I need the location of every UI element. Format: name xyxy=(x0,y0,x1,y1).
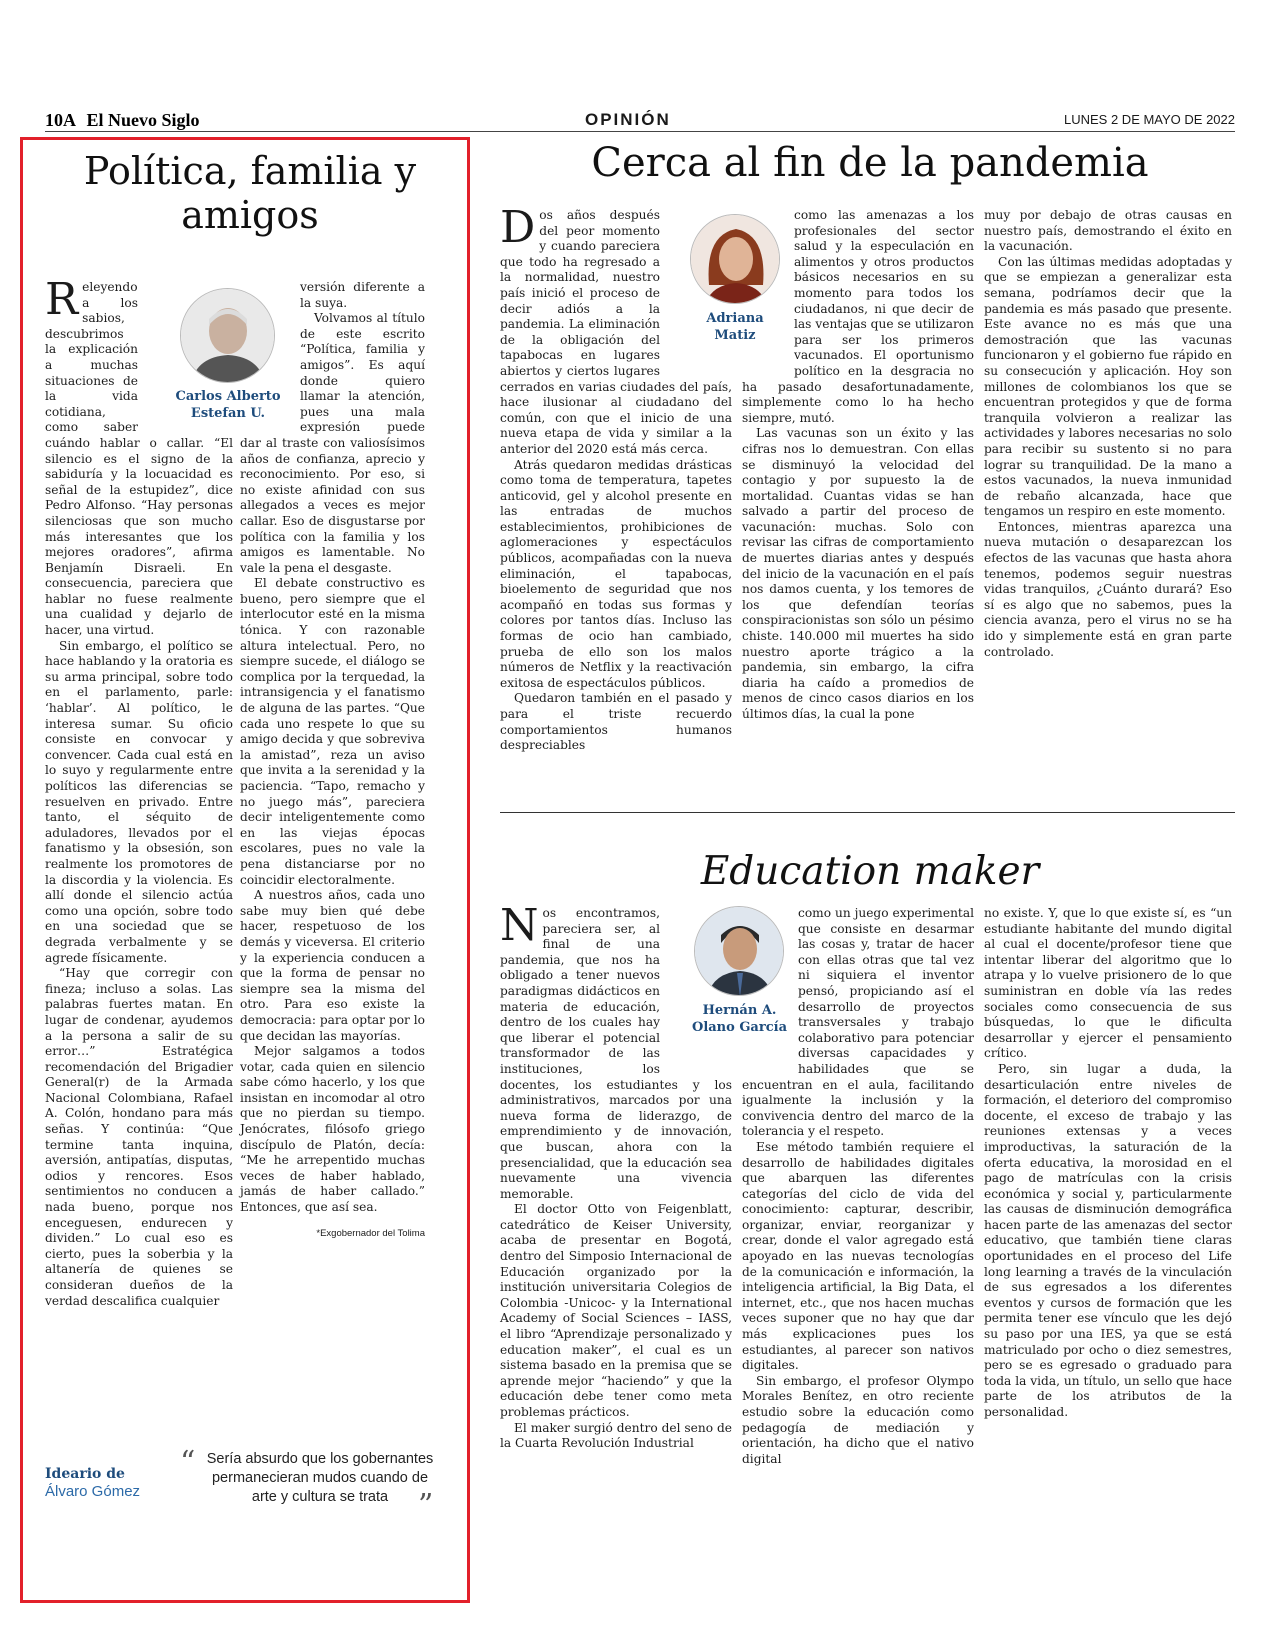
article1-byline: Carlos Alberto Estefan U. xyxy=(175,389,281,421)
article3-paragraph: Ese método también requiere el desarrollo de habilidades digitales que abarquen las diferentes categorías del ciclo de vida del conocimiento: capturar, describir, organizar, enviar, reorganizar y crear, donde el valor agregado está apoyado en las nuevas tecnologías de la comunicación e información, la inteligencia artificial, la Big Data, el internet, etc., que nos hacen muchas veces suponer que no hay que dar más explicaciones pues los estudiantes, al parecer son nativos digitales. xyxy=(742,1139,974,1373)
ideario-name: Álvaro Gómez xyxy=(45,1483,141,1500)
article2-col3 xyxy=(984,208,1232,660)
article1-col1 xyxy=(45,274,233,1309)
article2-paragraph: Las vacunas son un éxito y las cifras nos lo demuestran. Con ellas se disminuyó la velocidad del contagio y por supuesto la de mortalidad. Cuantas vidas se han salvado a partir del proceso de vacunación: muchas. Solo con revisar las cifras de comportamiento de muertes diarias antes y después del inicio de la vacunación en el país nos damos cuenta, y los temores de los que defendían teorías conspiracionistas son sólo un pésimo chiste. 140.000 mil muertes ha sido nuestro aporte trágico a la pandemia, sin embargo, la cifra diaria ha caído a promedios de menos de cinco casos diarios en los últimos días, la cual la pone xyxy=(742,426,974,721)
drop-cap: R xyxy=(45,274,79,325)
article2-paragraph: como las amenazas a los profesionales del sector salud y la especulación en alimentos y otros productos básicos necesarios en su momento para todos los ciudadanos, ni que decir de las ventajas que se utilizaron para ser los primeros vacunados. El oportunismo político en la desgracia no ha pasado desafortunadamente, simplemente como lo ha hecho siempre, mutó. xyxy=(742,208,974,425)
article2-paragraph: Con las últimas medidas adoptadas y que se empiezan a generalizar esta semana, podríamos decir que la pandemia es más pasado que presente. Este avance no es más que una demostración que las vacunas funcionaron y el gobierno fue rápido en su consecución y aplicación. Hoy son millones de colombianos los que se encuentran protegidos y que de forma tranquila volvieron a realizar las actividades y labores necesarias no solo para recibir su sustento si no para lograr su tranquilidad. De la mano a estos vacunados, la nueva inmunidad de rebaño alcanzada, hace que tengamos un respiro en este momento. xyxy=(984,254,1232,519)
ideario-heading: Ideario de xyxy=(45,1466,125,1482)
ideario-quote: Sería absurdo que los gobernantes permanecieran mudos cuando de arte y cultura se trata xyxy=(206,1451,434,1505)
portrait-icon xyxy=(691,215,780,304)
article1-paragraph: Mejor salgamos a todos votar, cada quien en silencio sabe cómo hacerlo, y los que insistan en incomodar al otro que no pierdan su tiempo. Jenócrates, filósofo griego discípulo de Platón, decía: “Me he arrepentido muchas veces de haber hablado, jamás de haber callado.” Entonces, que así sea. xyxy=(240,1044,425,1215)
article1-col1-p0: eleyendo a los sabios, descubrimos la explicación a muchas situaciones de la vida cotidiana, como saber cuándo hablar o callar. “El silencio es el signo de la sabiduría y la locuacidad es señal de la estupidez”, dice Pedro Alfonso. “Hay personas silenciosas que son mucho más interesantes que los mejores oradores”, afirma Benjamín Disraeli. En consecuencia, pareciera que hablar no fuese realmente una cualidad y dejarlo de hacer, una virtud. xyxy=(45,280,233,638)
article3-col3 xyxy=(984,906,1232,1421)
author-photo xyxy=(690,214,780,304)
article1-paragraph: Sin embargo, el político se hace hablando y la oratoria es su arma principal, sobre todo en el parlamento, parle: ‘hablar’. Al político, le interesa sumar. Su oficio consiste en convocar y convencer. Cada cual está en lo suyo y regularmente entre políticos las diferencias se resuelven en privado. Entre tanto, el séquito de aduladores, llevados por el fanatismo y la obsesión, son realmente los promotores de la discordia y la violencia. Es allí donde el silencio actúa como una opción, sobre todo en una sociedad que se degrada verbalmente y se agrede físicamente. xyxy=(45,638,233,965)
portrait-icon xyxy=(181,289,275,383)
article3-col1-p0: os encontramos, pareciera ser, al final de una pandemia, que nos ha obligado a tener nuevos paradigmas didácticos en materia de educación, dentro de los cuales hay que liberar el potencial transformador de las instituciones, los docentes, los estudiantes y los administrativos, marcados por una nueva forma de liderazgo, de emprendimiento y de innovación, que buscan, ahora con la presencialidad, que la educación sea nuevamente una vivencia memorable. xyxy=(500,906,732,1201)
portrait-icon xyxy=(695,907,784,996)
article2-col1-p0: os años después del peor momento y cuando pareciera que todo ha regresado a la normalidad, nuestro país inició el proceso de decir adiós a la pandemia. La eliminación de la obligación del tapabocas en lugares abiertos y ciertos lugares cerrados en varias ciudades del país, hace ilusionar al ciudadano del común, con que el inicio de una nueva etapa de vida y similar a la anterior del 2020 está más cerca. xyxy=(500,208,732,456)
drop-cap: N xyxy=(500,900,539,951)
issue-date: LUNES 2 DE MAYO DE 2022 xyxy=(1064,112,1235,127)
drop-cap: D xyxy=(500,202,536,253)
page-number-masthead xyxy=(45,110,200,131)
section-title: OPINIÓN xyxy=(585,110,671,129)
article2-byline: Adriana Matiz xyxy=(706,311,764,343)
article2-title: Cerca al fin de la pandemia xyxy=(591,140,1149,186)
article2-paragraph: Atrás quedaron medidas drásticas como toma de temperatura, tapetes anticovid, gel y alcohol presente en las entradas de muchos establecimientos, prohibiciones de aglomeraciones y espectáculos públicos, acompañadas con la nueva eliminación, el tapabocas, bioelemento de seguridad que nos acompañó en todas sus formas y colores por tantos días. Incluso las formas de ocio han cambiado, prueba de ello son los malos números de Netflix y la reactivación exitosa de espectáculos públicos. xyxy=(500,457,732,690)
open-quote-icon: “ xyxy=(180,1445,196,1480)
article2-paragraph: Quedaron también en el pasado y para el triste recuerdo comportamientos humanos despreciables xyxy=(500,691,732,753)
article3-paragraph: El maker surgió dentro del seno de la Cuarta Revolución Industrial xyxy=(500,1420,732,1451)
author-photo xyxy=(180,288,275,383)
article3-paragraph: como un juego experimental que consiste en desarmar las cosas y, tratar de hacer con ellas otras que tal vez ni siquiera el inventor pensó, propiciando así el desarrollo de proyectos transversales y trabajo colaborativo para potenciar diversas capacidades y habilidades que se encuentran en el aula, facilitando igualmente la inclusión y la convivencia dentro del marco de la tolerancia y el respeto. xyxy=(742,906,974,1139)
page-number: 10A xyxy=(45,110,76,130)
article1-paragraph: El debate constructivo es bueno, pero siempre que el interlocutor esté en la misma tónica. Y con razonable altura intelectual. Pero, no siempre sucede, el diálogo se complica por la terquedad, la intransigencia y el fanatismo de alguna de las partes. “Que cada uno respete lo que su amigo decida y que sobreviva la amistad”, reza un aviso que invita a la serenidad y la paciencia. “Tapo, remacho y no juego más”, pareciera decir inteligentemente como en las viejas épocas escolares, pues no vale la pena distanciarse por no coincidir electoralmente. xyxy=(240,576,425,887)
newspaper-name: El Nuevo Siglo xyxy=(86,110,200,130)
page-header xyxy=(45,110,1235,132)
article3-paragraph: Pero, sin lugar a duda, la desarticulación entre niveles de formación, el deterioro del compromiso docente, el exceso de trabajo y las reuniones extensas y a veces improductivas, la saturación de la oferta educativa, la morosidad en el pago de matrículas con la crisis económica y social y, particularmente las causas de disminución demográfica hacen parte de las amenazas del sector educativo, que también tiene claras oportunidades en el proceso del Life long learning a través de la vinculación de sus egresados a los diferentes eventos y cursos de formación que les permita tener ese vínculo que les dejó su paso por una IES, ya que se está matriculado por ocho o diez semestres, pero se es egresado o graduado para toda la vida, un título, un sello que hace parte de los atributos de la personalidad. xyxy=(984,1061,1232,1419)
article3-title: Education maker xyxy=(700,849,1040,894)
article1-paragraph: “Hay que corregir con fineza; incluso a solas. Las palabras fuertes matan. En lugar de condenar, ayudemos a la persona a salir de su error…” Estratégica recomendación del Brigadier General(r) de la Armada Nacional Colombiana, Rafael A. Colón, hondano para más señas. Y continúa: “Que termine tanta inquina, aversión, antipatías, disputas, odios y rencores. Esos sentimientos no conducen a nada bueno, porque nos enceguesen, endurecen y dividen.” Lo cual eso es cierto, pues la soberbia y la altanería de quienes se consideran dueños de la verdad descalifica cualquier xyxy=(45,966,233,1308)
article3-paragraph: no existe. Y, que lo que existe sí, es “un estudiante habitante del mundo digital al cual el docente/profesor tiene que intentar liberar del algoritmo que lo atrapa y lo vuelve prisionero de lo que suministran en doble vía las redes sociales como consecuencia de sus búsquedas, lo que le dificulta desarrollar y ejercer el pensamiento crítico. xyxy=(984,906,1232,1061)
article2-paragraph: muy por debajo de otras causas en nuestro país, demostrando el éxito en la vacunación. xyxy=(984,208,1232,254)
article1-title: Política, familia y amigos xyxy=(83,149,417,237)
article3-byline: Hernán A. Olano García xyxy=(692,1003,787,1035)
author-photo xyxy=(694,906,784,996)
article1-col2 xyxy=(240,280,425,1241)
article1-paragraph: Volvamos al título de este escrito “Política, familia y amigos”. Es aquí donde quiero llamar la atención, pues una mala expresión puede dar al traste con valiosísimos años de confianza, aprecio y reconocimiento. Por eso, si no existe afinidad con sus allegados a veces es mejor callar. Eso de disgustarse por política con la familia y los amigos es lamentable. No vale la pena el desgaste. xyxy=(240,311,425,575)
article2-col2 xyxy=(742,208,974,723)
close-quote-icon: ” xyxy=(418,1488,434,1523)
ideario-label xyxy=(45,1465,140,1501)
section-divider xyxy=(500,812,1235,813)
article3-paragraph: Sin embargo, el profesor Olympo Morales Benítez, en otro reciente estudio sobre la educación como pedagogía de mediación y orientación, ha dicho que el nativo digital xyxy=(742,1373,974,1466)
article3-paragraph: El doctor Otto von Feigenblatt, catedrático de Keiser University, acaba de presentar en Bogotá, dentro del Simposio Internacional de Educación organizado por la institución universitaria Colegios de Colombia -Unicoc- y la International Academy of Social Sciences – IASS, el libro “Aprendizaje personalizado y education maker”, el cual es un sistema basado en la premisa que se aprende mejor “haciendo” y que la educación debe tener como meta problemas prácticos. xyxy=(500,1202,732,1419)
article2-paragraph: Entonces, mientras aparezca una nueva mutación o desaparezcan los efectos de las vacunas que hasta ahora tenemos, podemos seguir nuestras vidas tranquilos, ¿Cuánto durará? Eso sí es algo que no sabemos, pues la ciencia avanza, pero el virus no se ha ido y simplemente está en gran parte controlado. xyxy=(984,519,1232,659)
article3-col1 xyxy=(500,900,732,1452)
article1-paragraph: A nuestros años, cada uno sabe muy bien qué debe hacer, respetuoso de los demás y viceversa. El criterio y la experiencia conducen a que la forma de pensar no siempre sea la misma del otro. Para eso existe la democracia: para optar por lo que decidan las mayorías. xyxy=(240,888,425,1043)
article3-col2 xyxy=(742,906,974,1467)
article2-col1 xyxy=(500,202,732,754)
author-footnote: *Exgobernador del Tolima xyxy=(316,1227,425,1239)
article1-paragraph: versión diferente a la suya. xyxy=(300,280,425,310)
